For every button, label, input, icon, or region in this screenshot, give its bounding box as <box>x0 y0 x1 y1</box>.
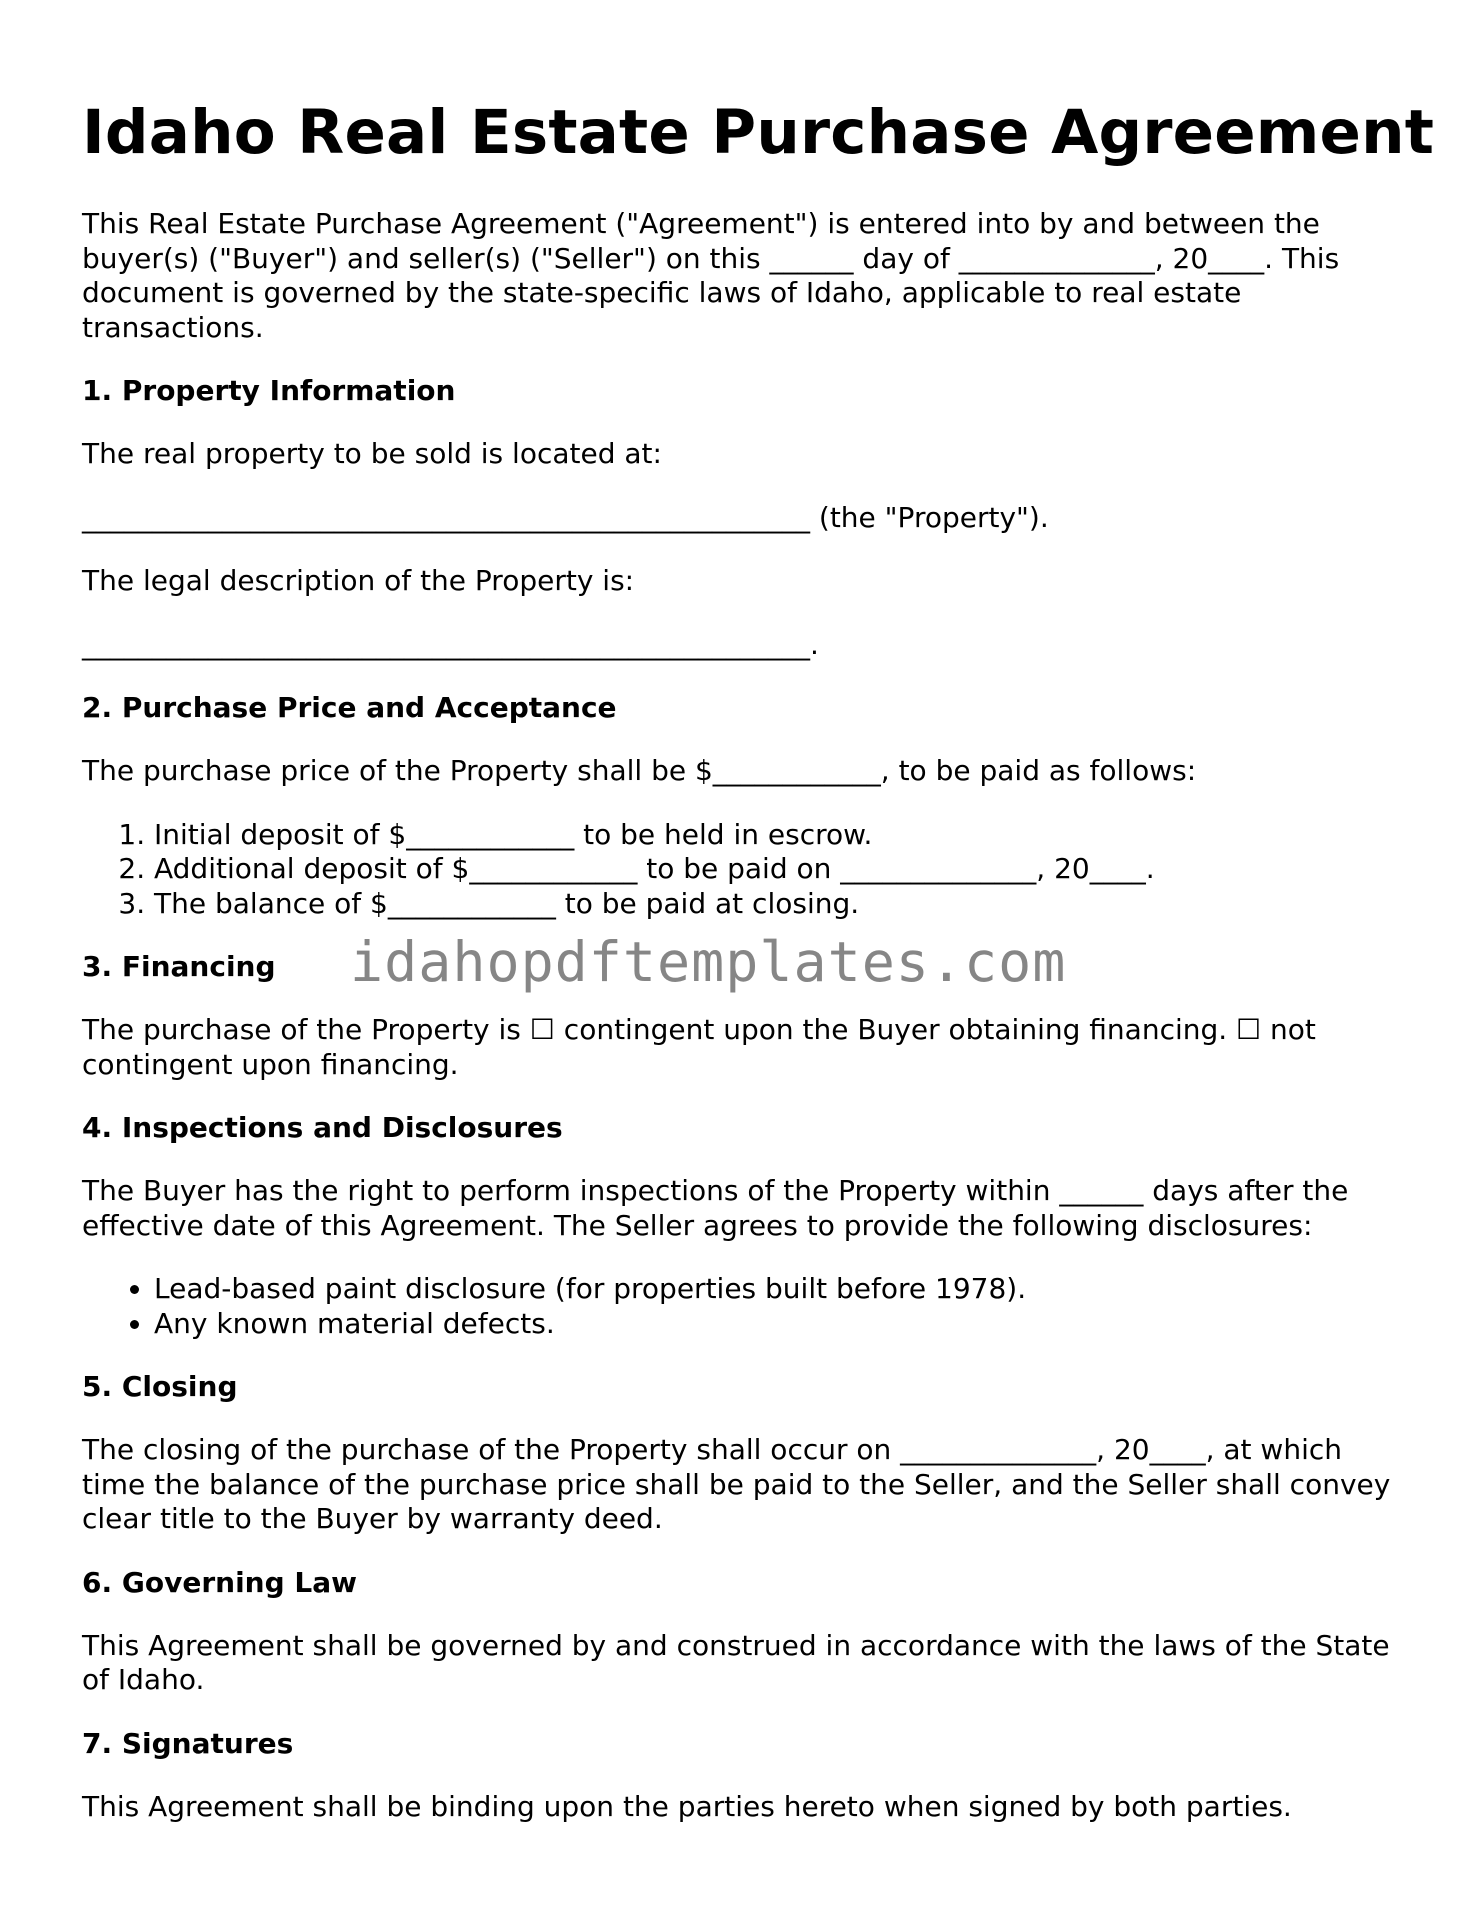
inspections-paragraph: The Buyer has the right to perform inspections of the Property within ______ days after the effective date of this Agreement. The Seller agrees to provide the following disclosures: <box>82 1174 1349 1242</box>
payment-list <box>82 818 1412 922</box>
property-legal-label: The legal description of the Property is: <box>82 564 635 598</box>
property-legal-line: ____________________________________________________. <box>82 627 819 661</box>
disclosures-list <box>82 1272 1412 1341</box>
list-item: 1. Initial deposit of $____________ to be held in escrow. <box>154 818 1412 853</box>
closing-paragraph: The closing of the purchase of the Property shall occur on ______________, 20____, at which time the balance of the purchase price shall be paid to the Seller, and the Seller shall convey clear title to the Buyer by warranty deed. <box>82 1433 1391 1536</box>
list-item: 3. The balance of $____________ to be paid at closing. <box>154 887 1412 922</box>
document-title: Idaho Real Estate Purchase Agreement <box>82 97 1435 168</box>
section-heading-inspections: 4. Inspections and Disclosures <box>82 1111 563 1145</box>
section-heading-signatures: 7. Signatures <box>82 1726 294 1760</box>
section-heading-financing: 3. Financing <box>82 950 276 984</box>
property-location-line: ____________________________________________________ (the "Property"). <box>82 500 1049 534</box>
document-page <box>82 96 1435 1853</box>
financing-paragraph: The purchase of the Property is ☐ contingent upon the Buyer obtaining financing. ☐ not contingent upon financing. <box>82 1013 1316 1081</box>
law-paragraph: This Agreement shall be governed by and construed in accordance with the laws of the State of Idaho. <box>82 1628 1390 1697</box>
watermark: idahopdftemplates.com <box>350 930 1067 994</box>
list-item: • Lead-based paint disclosure (for properties built before 1978). <box>154 1272 1412 1307</box>
list-item: 2. Additional deposit of $____________ to be paid on ______________, 20____. <box>154 852 1412 887</box>
section-heading-property: 1. Property Information <box>82 374 456 408</box>
section-heading-closing: 5. Closing <box>82 1370 238 1404</box>
signatures-paragraph: This Agreement shall be binding upon the parties hereto when signed by both parties. <box>82 1789 1292 1823</box>
list-item: • Any known material defects. <box>154 1307 1412 1342</box>
section-heading-price: 2. Purchase Price and Acceptance <box>82 691 617 725</box>
property-location-label: The real property to be sold is located at: <box>82 437 662 471</box>
intro-paragraph: This Real Estate Purchase Agreement ("Agreement") is entered into by and between the buyer(s) ("Buyer") and seller(s) ("Seller") on this ______ day of ______________, 20____. This document is governed by the state-specific laws of Idaho, applicable to real estate transactions. <box>82 207 1340 344</box>
section-heading-law: 6. Governing Law <box>82 1565 357 1599</box>
price-paragraph: The purchase price of the Property shall be $____________, to be paid as follows: <box>82 754 1197 788</box>
